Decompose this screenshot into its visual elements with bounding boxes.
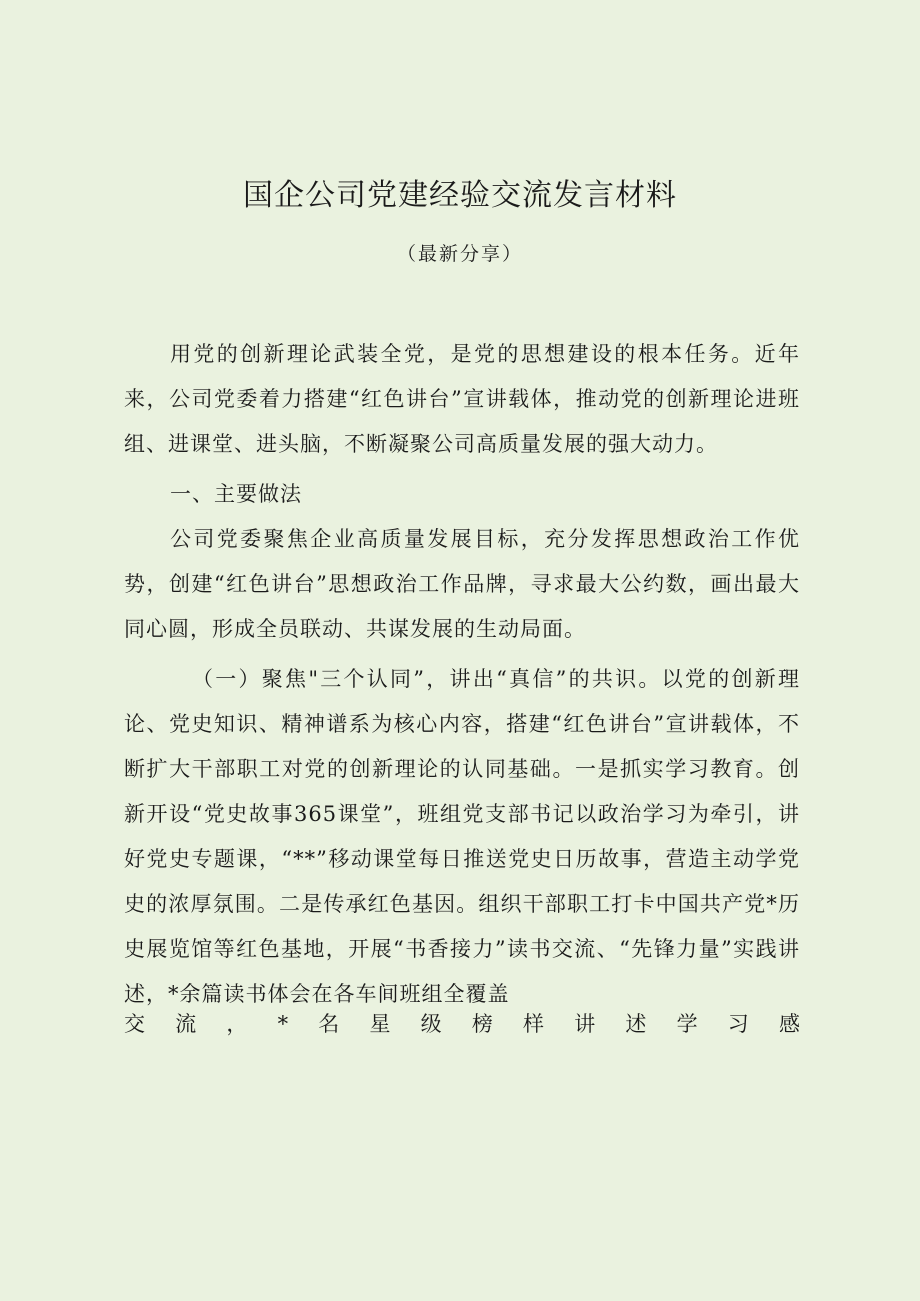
last-line-char: 述 <box>625 1012 647 1036</box>
last-line-char: 习 <box>727 1012 749 1036</box>
document-subtitle: （最新分享） <box>396 243 523 265</box>
last-line-char: 感 <box>778 1012 800 1036</box>
last-line-char: * <box>277 1012 289 1036</box>
document-title: 国企公司党建经验交流发言材料 <box>243 178 677 213</box>
last-line-char: 级 <box>420 1012 442 1036</box>
paragraph-last-line <box>124 1002 800 1047</box>
last-line-char: 名 <box>318 1012 340 1036</box>
paragraph-practices: 公司党委聚焦企业高质量发展目标，充分发挥思想政治工作优势，创建“红色讲台”思想政治工作品牌，寻求最大公约数，画出最大同心圆，形成全员联动、共谋发展的生动局面。 <box>124 527 800 641</box>
last-line-char: ， <box>226 1012 248 1036</box>
last-line-char: 学 <box>676 1012 698 1036</box>
paragraph-three-identities: （一）聚焦"三个认同”，讲出“真信”的共识。以党的创新理论、党史知识、精神谱系为核心内容，搭建“红色讲台”宣讲载体，不断扩大干部职工对党的创新理论的认同基础。一是抓实学习教育。创新开设“党史故事365课堂”，班组党支部书记以政治学习为牵引，讲好党史专题课，“**”移动课堂每日推送党史日历故事，营造主动学党史的浓厚氛围。二是传承红色基因。组织干部职工打卡中国共产党*历史展览馆等红色基地，开展“书香接力”读书交流、“先锋力量”实践讲述，*余篇读书体会在各车间班组全覆盖 <box>124 667 800 1006</box>
last-line-char: 星 <box>369 1012 391 1036</box>
last-line-char: 样 <box>523 1012 544 1036</box>
last-line-char: 交 <box>124 1012 145 1036</box>
last-line-char: 讲 <box>574 1012 596 1036</box>
section-heading-main-practices: 一、主要做法 <box>170 482 302 506</box>
last-line-char: 榜 <box>471 1012 493 1036</box>
paragraph-intro: 用党的创新理论武装全党，是党的思想建设的根本任务。近年来，公司党委着力搭建“红色讲台”宣讲载体，推动党的创新理论进班组、进课堂、进头脑，不断凝聚公司高质量发展的强大动力。 <box>124 342 800 456</box>
last-line-char: 流 <box>175 1012 197 1036</box>
